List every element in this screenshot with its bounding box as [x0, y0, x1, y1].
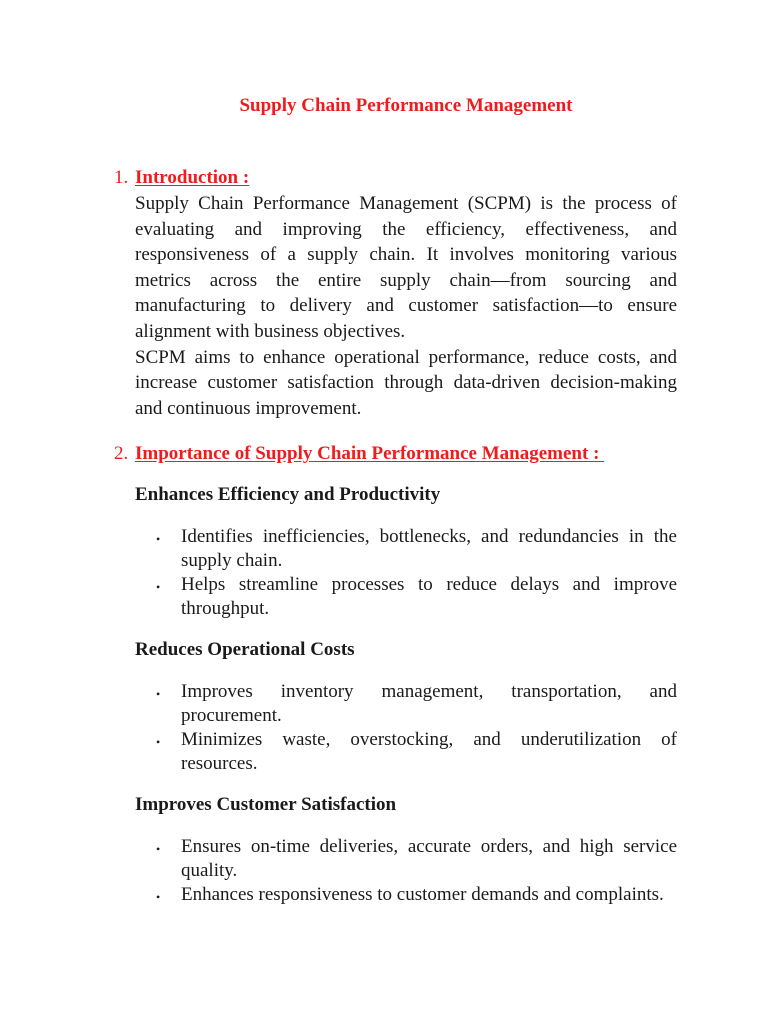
- subsection-heading: Reduces Operational Costs: [135, 639, 355, 660]
- list-item: [135, 835, 677, 883]
- list-item-text: Minimizes waste, overstocking, and underutilization of resources.: [181, 729, 677, 774]
- section-heading: [114, 442, 677, 466]
- list-item: [135, 680, 677, 728]
- section-number: 1.: [114, 167, 129, 188]
- section-title: Introduction :: [135, 167, 250, 188]
- list-item: [135, 883, 677, 907]
- document-title: Supply Chain Performance Management: [239, 95, 573, 116]
- subsection-heading: Enhances Efficiency and Productivity: [135, 484, 441, 505]
- list-item-text: Ensures on-time deliveries, accurate orders, and high service quality.: [181, 836, 677, 881]
- bullet-icon: •: [156, 580, 161, 594]
- list-item: [135, 525, 677, 573]
- list-item-text: Helps streamline processes to reduce delays and improve throughput.: [181, 574, 677, 619]
- section-heading: [114, 166, 677, 190]
- section-importance: [114, 442, 677, 466]
- list-item-text: Enhances responsiveness to customer demands and complaints.: [181, 884, 664, 905]
- intro-paragraph: SCPM aims to enhance operational performance, reduce costs, and increase customer satisfaction through data-driven decision-making and continuous improvement.: [135, 346, 677, 419]
- bullet-icon: •: [156, 687, 161, 701]
- section-title: Importance of Supply Chain Performance Management :: [135, 443, 605, 464]
- intro-paragraph: Supply Chain Performance Management (SCPM) is the process of evaluating and improving the efficiency, effectiveness, and responsiveness of a supply chain. It involves monitoring various metrics across the entire supply chain—from sourcing and manufacturing to delivery and customer satisfaction—to ensure alignment with business objectives.: [135, 193, 677, 342]
- bullet-icon: •: [156, 532, 161, 546]
- bullet-icon: •: [156, 890, 161, 904]
- section-number: 2.: [114, 443, 129, 464]
- bullet-icon: •: [156, 735, 161, 749]
- subsection-heading: Improves Customer Satisfaction: [135, 794, 397, 815]
- list-item-text: Improves inventory management, transportation, and procurement.: [181, 681, 677, 726]
- bullet-list: [135, 525, 677, 621]
- bullet-list: [135, 680, 677, 776]
- bullet-icon: •: [156, 842, 161, 856]
- bullet-list: [135, 835, 677, 907]
- list-item-text: Identifies inefficiencies, bottlenecks, and redundancies in the supply chain.: [181, 526, 677, 571]
- list-item: [135, 728, 677, 776]
- list-item: [135, 573, 677, 621]
- section-introduction: [114, 166, 677, 421]
